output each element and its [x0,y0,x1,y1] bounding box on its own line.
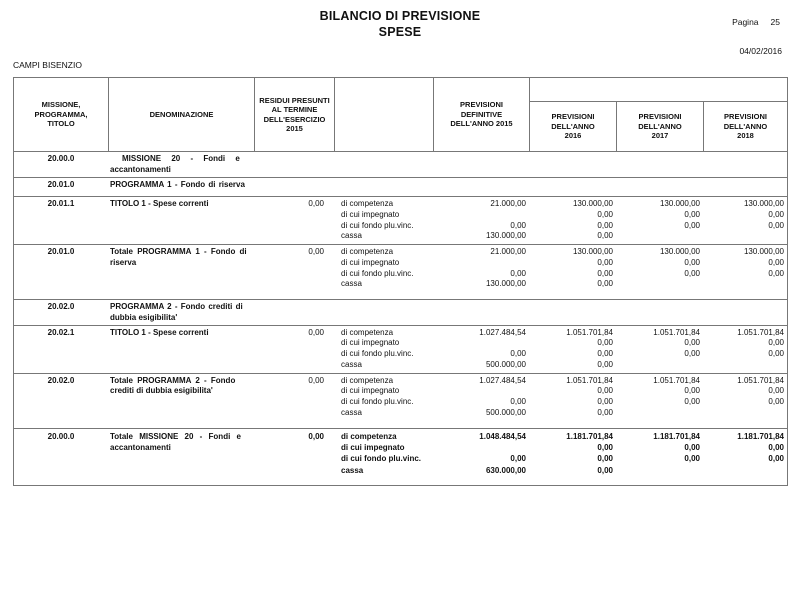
row-denomination [108,376,254,427]
value-label: cassa [341,359,362,369]
denomination-line: Totale PROGRAMMA 1 - Fondo di [110,247,247,256]
residui-cell [254,328,334,372]
value-cell-2015 [433,199,529,243]
value-line: 0,00 [768,349,784,359]
value-line: 1.051.701,84 [653,375,700,385]
value-label: di cui fondo plu.vinc. [341,397,414,407]
header-line: PROGRAMMA, [34,109,88,119]
value-line: 1.051.701,84 [737,327,784,337]
header-line: DEFINITIVE [460,109,503,119]
table-row [14,429,787,485]
header-line: PREVISIONI [551,112,595,122]
value-line: 130.000,00 [743,199,784,208]
value-label: di cui impegnato [341,443,405,452]
value-cell-2017 [616,247,703,298]
value-line: 0,00 [597,268,613,278]
value-cell-2016 [529,431,616,484]
header-line: DENOMINAZIONE [149,109,214,119]
value-line: 0,00 [684,338,700,348]
table-row [14,178,787,197]
value-labels-cell [334,180,433,195]
value-line [703,408,784,419]
header-previsioni-2017 [616,102,703,151]
value-line [433,442,526,453]
value-line: 130.000,00 [659,247,700,256]
row-code: 20.01.0 [47,247,75,256]
value-line: 1.051.701,84 [653,327,700,337]
table-row [14,152,787,178]
value-line: 0,00 [510,268,526,278]
value-line [616,279,700,290]
value-cell-2016 [529,328,616,372]
value-line [433,210,526,221]
value-label: cassa [341,407,362,417]
header-line: DELL'ANNO 2015 [450,119,513,129]
value-line: 0,00 [684,386,700,396]
denomination-line: dubbia esigibilita' [110,312,178,322]
value-cell-2016 [529,180,616,195]
row-code: 20.01.0 [47,180,75,189]
page-label: Pagina [732,17,759,27]
value-cell-2017 [616,180,703,195]
value-cell-2015 [433,376,529,427]
value-cell-2017 [616,302,703,324]
value-cell-2017 [616,328,703,372]
budget-table [13,77,788,486]
value-label: di cui impegnato [341,209,400,219]
denomination-line: MISSIONE 20 - Fondi e [122,154,240,163]
value-line: 0,00 [768,443,784,452]
value-line [703,279,784,290]
value-line: 1.027.484,54 [479,327,526,337]
page-number: 25 [770,17,780,27]
value-cell-2017 [616,199,703,243]
header-residui [254,78,334,151]
value-line: 1.181.701,84 [737,431,784,441]
value-label: di cui impegnato [341,257,400,267]
denomination-line: accantonamenti [110,164,171,174]
header-line: DELL'ANNO [723,121,768,131]
value-cell-2016 [529,376,616,427]
page-reference [732,17,780,27]
value-cell-2015 [433,247,529,298]
denomination-line: PROGRAMMA 1 - Fondo di riserva [110,180,245,189]
value-line: 130.000,00 [572,199,613,208]
value-line [433,258,526,269]
value-line [616,231,700,242]
value-line: 1.181.701,84 [566,431,613,441]
residui-value: 0,00 [308,199,324,208]
header-labels-spacer [334,78,433,151]
value-label: di cui fondo plu.vinc. [341,349,414,359]
value-label: di cui fondo plu.vinc. [341,220,414,230]
value-line: 0,00 [510,349,526,359]
value-line: 0,00 [510,397,526,407]
value-line: 0,00 [597,465,613,475]
table-body [14,152,787,485]
value-cell-2017 [616,431,703,484]
value-cell-2016 [529,154,616,176]
row-code: 20.01.1 [47,199,75,208]
denomination-line: riserva [110,257,137,267]
header-line: 2015 [286,124,303,133]
value-line [433,386,526,397]
header-previsioni-2018 [703,102,787,151]
value-line: 130.000,00 [485,231,526,241]
value-line: 1.051.701,84 [566,327,613,337]
value-line: 1.027.484,54 [479,375,526,385]
value-line [616,465,700,476]
value-cell-2016 [529,247,616,298]
value-line: 0,00 [597,407,613,417]
value-line: 1.051.701,84 [566,375,613,385]
value-line: 0,00 [768,220,784,230]
value-line: 0,00 [597,257,613,267]
value-label: di competenza [341,247,394,256]
value-line: 0,00 [768,397,784,407]
value-line: 0,00 [768,209,784,219]
header-line: DELL'ESERCIZIO [263,114,326,124]
value-line [703,360,784,371]
header-previsioni-group [529,78,787,102]
value-line: 130.000,00 [485,279,526,289]
subtitle-line: SPESE [378,25,422,39]
value-labels-cell [334,199,433,243]
value-line: 0,00 [597,397,613,407]
denomination-line: PROGRAMMA 2 - Fondo crediti di [110,302,243,311]
value-line: 130.000,00 [572,247,613,256]
value-label: di competenza [341,199,394,208]
document-date: 04/02/2016 [739,46,782,56]
header-line: DELL'ANNO [551,121,595,131]
value-cell-2015 [433,302,529,324]
row-code: 20.02.1 [47,327,75,337]
value-label: cassa [341,279,362,289]
value-labels-cell [334,302,433,324]
residui-cell [254,302,334,324]
residui-cell [254,154,334,176]
residui-cell [254,180,334,195]
value-line [433,338,526,349]
value-line: 0,00 [597,279,613,289]
value-labels-cell [334,431,433,484]
residui-value: 0,00 [308,247,324,256]
value-label: di cui impegnato [341,386,400,396]
value-label: di cui impegnato [341,338,400,348]
row-denomination [108,199,254,243]
value-cell-2018 [703,247,787,298]
value-cell-2015 [433,431,529,484]
value-line [703,465,784,476]
row-denomination [108,154,254,176]
value-line: 0,00 [768,454,784,464]
header-line: 2017 [651,131,669,141]
value-labels-cell [334,154,433,176]
table-row [14,197,787,245]
header-line: AL TERMINE [271,105,318,114]
value-line: 0,00 [597,349,613,359]
value-line: 130.000,00 [659,199,700,208]
header-line: 2018 [737,131,754,141]
value-line: 130.000,00 [743,247,784,256]
value-cell-2016 [529,302,616,324]
residui-cell [254,199,334,243]
value-cell-2018 [703,431,787,484]
value-cell-2017 [616,154,703,176]
value-cell-2018 [703,376,787,427]
value-line: 0,00 [597,454,613,464]
row-denomination [108,328,254,372]
row-code: 20.02.0 [47,375,75,385]
value-line: 0,00 [684,209,700,219]
header-line: PREVISIONI [638,112,682,122]
row-code: 20.02.0 [47,302,75,311]
value-cell-2018 [703,180,787,195]
value-line: 0,00 [768,338,784,348]
value-line: 0,00 [597,386,613,396]
value-cell-2015 [433,154,529,176]
value-labels-cell [334,376,433,427]
value-label: di cui fondo plu.vinc. [341,268,414,278]
denomination-line: Totale MISSIONE 20 - Fondi e [110,431,241,441]
row-code: 20.00.0 [47,154,75,163]
value-cell-2015 [433,180,529,195]
value-line: 0,00 [597,359,613,369]
value-line: 0,00 [684,268,700,278]
value-line: 0,00 [684,443,700,452]
row-denomination [108,180,254,195]
value-line: 0,00 [684,220,700,230]
value-line: 0,00 [597,209,613,219]
value-line: 0,00 [597,338,613,348]
value-line: 0,00 [684,454,700,464]
header-line: 2016 [564,131,582,141]
value-cell-2018 [703,154,787,176]
document-title [0,8,800,40]
value-line: 0,00 [684,257,700,267]
value-label: cassa [341,465,364,475]
header-line: TITOLO [47,119,75,129]
value-line: 630.000,00 [485,465,526,475]
value-cell-2018 [703,328,787,372]
denomination-line: Totale PROGRAMMA 2 - Fondo [110,375,236,385]
header-previsioni-2016 [529,102,616,151]
value-label: cassa [341,231,362,241]
value-line: 0,00 [597,443,613,452]
value-line: 0,00 [597,231,613,241]
value-line: 1.048.484,54 [479,431,526,441]
value-label: di competenza [341,431,397,441]
row-denomination [108,302,254,324]
value-cell-2016 [529,199,616,243]
value-line: 21.000,00 [490,199,526,208]
residui-cell [254,376,334,427]
value-cell-2015 [433,328,529,372]
value-line: 0,00 [684,349,700,359]
header-missione [14,78,108,151]
residui-cell [254,431,334,484]
value-labels-cell [334,247,433,298]
value-label: di competenza [341,375,394,385]
value-line: 0,00 [768,386,784,396]
value-line: 0,00 [768,268,784,278]
table-row [14,374,787,429]
value-line: 1.051.701,84 [737,375,784,385]
value-line [616,360,700,371]
denomination-line: accantonamenti [110,443,171,452]
residui-value: 0,00 [308,327,324,337]
value-cell-2017 [616,376,703,427]
header-line: PREVISIONI [724,112,767,122]
header-line: DELL'ANNO [638,121,682,131]
residui-value: 0,00 [308,375,324,385]
header-line: PREVISIONI [460,100,503,110]
denomination-line: crediti di dubbia esigibilita' [110,386,213,396]
value-line: 0,00 [510,220,526,230]
value-cell-2018 [703,302,787,324]
table-row [14,300,787,326]
value-line: 500.000,00 [485,359,526,369]
header-line: RESIDUI PRESUNTI [259,95,330,105]
header-denominazione [108,78,254,151]
header-line: MISSIONE, [41,100,81,110]
value-cell-2018 [703,199,787,243]
value-labels-cell [334,328,433,372]
value-label: di competenza [341,327,394,337]
row-denomination [108,431,254,484]
table-row [14,326,787,374]
value-line: 21.000,00 [490,247,526,256]
residui-cell [254,247,334,298]
value-line [616,408,700,419]
value-label: di cui fondo plu.vinc. [341,454,421,464]
row-code: 20.00.0 [47,431,75,441]
value-line: 0,00 [768,257,784,267]
table-row [14,245,787,300]
value-line: 1.181.701,84 [653,431,700,441]
row-denomination [108,247,254,298]
value-line [703,231,784,242]
value-line: 500.000,00 [485,407,526,417]
residui-value: 0,00 [308,431,324,441]
value-line: 0,00 [597,220,613,230]
denomination-line: TITOLO 1 - Spese correnti [110,199,209,208]
header-previsioni-2015 [433,78,529,151]
title-line: BILANCIO DI PREVISIONE [319,9,481,23]
value-line: 0,00 [684,397,700,407]
denomination-line: TITOLO 1 - Spese correnti [110,327,209,337]
municipality-name: CAMPI BISENZIO [13,60,82,70]
value-line: 0,00 [510,454,526,464]
table-header [14,78,787,152]
